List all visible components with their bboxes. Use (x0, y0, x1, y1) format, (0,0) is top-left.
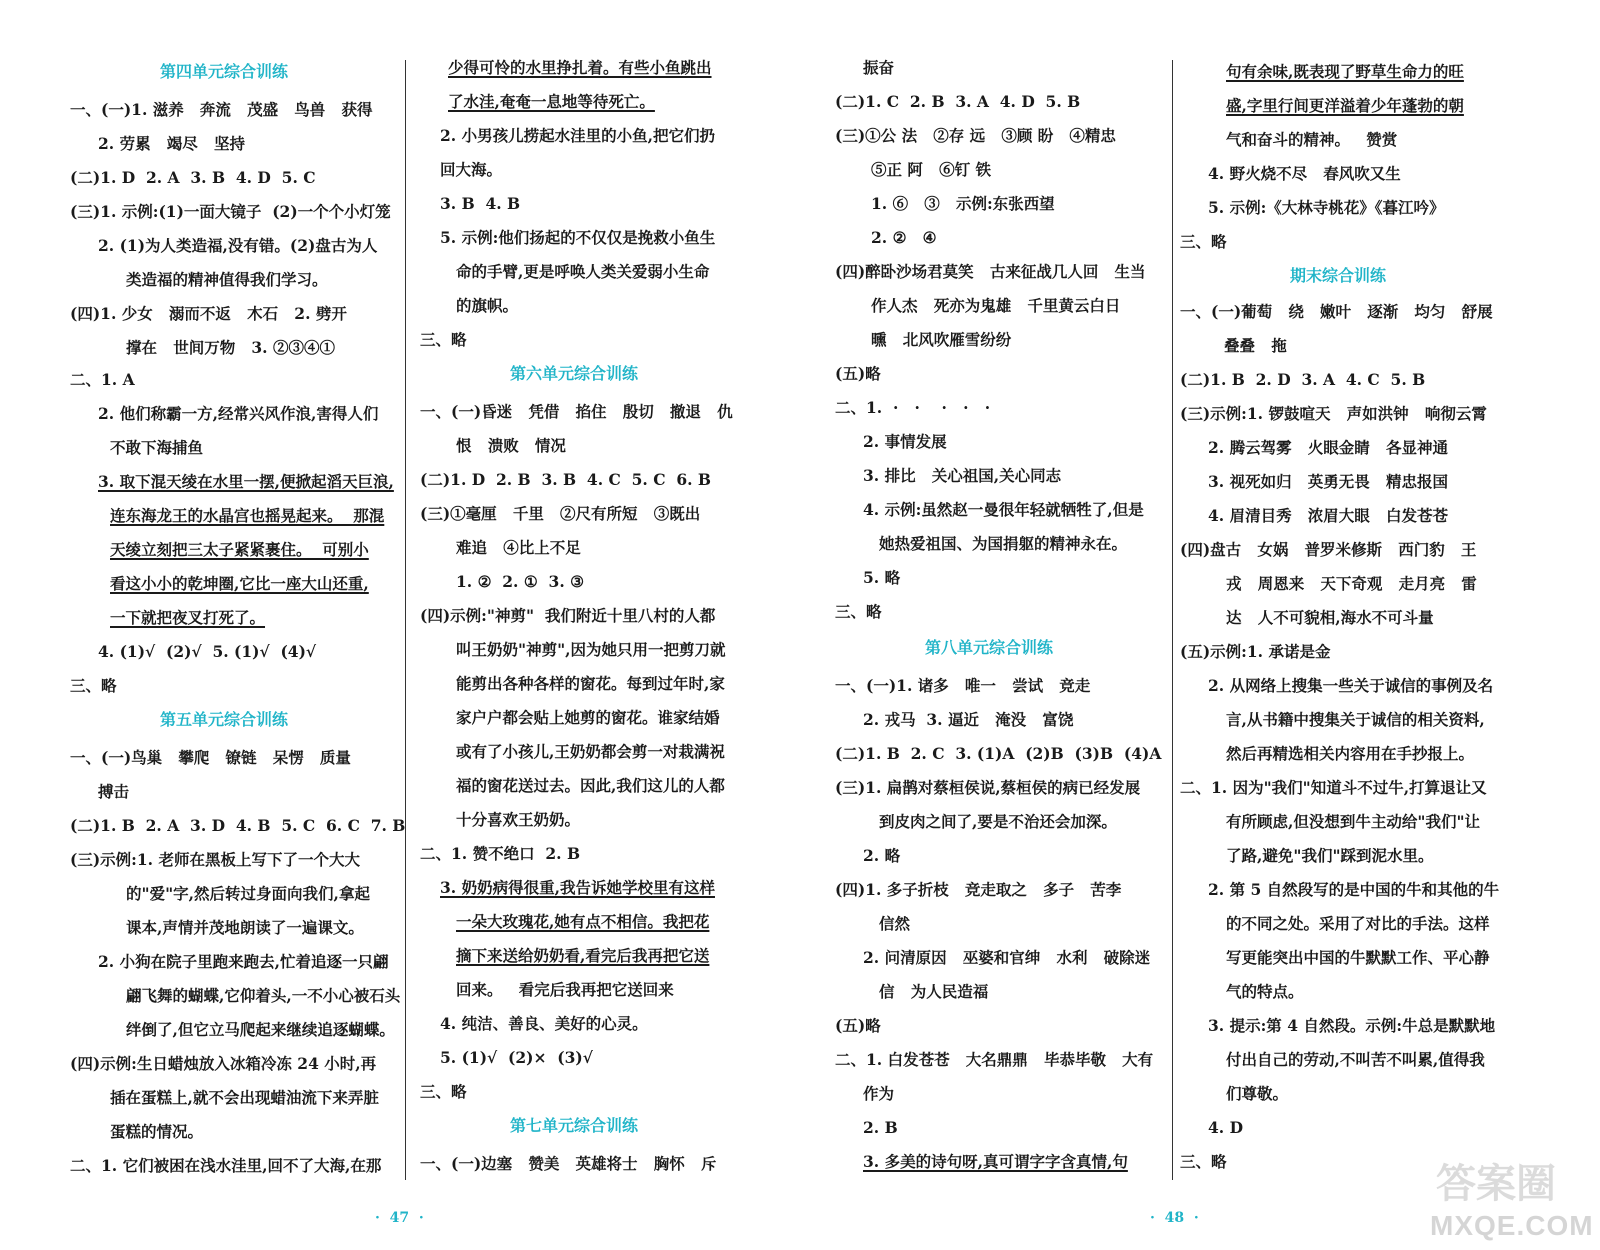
text-line: 3. 多美的诗句呀,真可谓字字含真情,句 (863, 1152, 1128, 1171)
watermark-top: 答案圈 (1436, 1162, 1556, 1206)
text-line: 叫王奶奶"神剪",因为她只用一把剪刀就 (456, 640, 726, 659)
text-line: 命的手臂,更是呼唤人类关爱弱小生命 (456, 262, 710, 281)
text-line: 5. 略 (863, 568, 901, 587)
text-line: (三)①毫厘 千里 ②尺有所短 ③既出 (420, 504, 701, 523)
text-line: 摘下来送给奶奶看,看完后我再把它送 (456, 946, 710, 965)
text-line: 不敢下海捕鱼 (110, 438, 204, 457)
text-line: 2. 戎马 3. 逼近 淹没 富饶 (863, 710, 1074, 729)
text-line: 三、略 (420, 330, 467, 349)
text-line: 一、(一)葡萄 绕 嫩叶 逐渐 均匀 舒展 (1180, 302, 1493, 321)
text-line: 达 人不可貌相,海水不可斗量 (1226, 608, 1434, 627)
text-line: 5. (1)√ (2)× (3)√ (440, 1048, 593, 1067)
text-line: 4. 野火烧不尽 春风吹又生 (1208, 164, 1401, 183)
text-line: 难追 ④比上不足 (456, 538, 581, 557)
text-line: 3. B 4. B (440, 194, 521, 213)
text-line: (三)①公 法 ②存 远 ③顾 盼 ④精忠 (835, 126, 1116, 145)
text-line: 搏击 (98, 782, 130, 801)
text-line: (三)1. 示例:(1)一面大镜子 (2)一个个小灯笼 (70, 202, 391, 221)
text-line: 二、1. A (70, 370, 135, 389)
text-line: 叠叠 拖 (1224, 336, 1287, 355)
unit6-title: 第六单元综合训练 (510, 364, 639, 383)
text-line: 的"爱"字,然后转过身面向我们,拿起 (126, 884, 370, 903)
text-line: (四)示例:生日蜡烛放入冰箱冷冻 24 小时,再 (70, 1054, 377, 1073)
text-line: 气的特点。 (1226, 982, 1304, 1001)
text-line: 2. 他们称霸一方,经常兴风作浪,害得人们 (98, 404, 379, 423)
text-line: 二、1. 因为"我们"知道斗不过牛,打算退让又 (1180, 778, 1487, 797)
text-line: 1. ② 2. ① 3. ③ (456, 572, 585, 591)
text-line: 2. 从网络上搜集一些关于诚信的事例及名 (1208, 676, 1494, 695)
text-line: 的不同之处。采用了对比的手法。这样 (1226, 914, 1490, 933)
text-line: 写更能突出中国的牛默默工作、平心静 (1226, 948, 1490, 967)
text-line: (二)1. D 2. B 3. B 4. C 5. C 6. B (420, 470, 712, 489)
text-line: 2. 第 5 自然段写的是中国的牛和其他的牛 (1208, 880, 1500, 899)
text-line: 的旗帜。 (456, 296, 519, 315)
text-line: 3. 视死如归 英勇无畏 精忠报国 (1208, 472, 1448, 491)
text-line: (三)示例:1. 锣鼓喧天 声如洪钟 响彻云霄 (1180, 404, 1487, 423)
text-line: 4. (1)√ (2)√ 5. (1)√ (4)√ (98, 642, 317, 661)
text-line: 插在蛋糕上,就不会出现蜡油流下来弄脏 (110, 1088, 379, 1107)
text-line: 回大海。 (440, 160, 503, 179)
text-line: 5. 示例:《大林寺桃花》《暮江吟》 (1208, 198, 1445, 217)
text-line: 二、1. 赞不绝口 2. B (420, 844, 581, 863)
text-line: 2. (1)为人类造福,没有错。(2)盘古为人 (98, 236, 378, 255)
text-line: 天绫立刻把三太子紧紧裹住。 可别小 (110, 540, 369, 559)
text-line: (四)盘古 女娲 普罗米修斯 西门豹 王 (1180, 540, 1477, 559)
text-line: 到皮肉之间了,要是不治还会加深。 (879, 812, 1117, 831)
text-line: (四)示例:"神剪" 我们附近十里八村的人都 (420, 606, 716, 625)
text-line: 三、略 (1180, 232, 1227, 251)
text-line: (五)略 (835, 1016, 881, 1035)
text-line: 或有了小孩儿,王奶奶都会剪一对栽满祝 (456, 742, 725, 761)
column-divider (1172, 60, 1173, 1180)
text-line: 戎 周恩来 天下奇观 走月亮 雷 (1226, 574, 1477, 593)
text-line: 二、1. 白发苍苍 大名鼎鼎 毕恭毕敬 大有 (835, 1050, 1154, 1069)
text-line: (二)1. B 2. A 3. D 4. B 5. C 6. C 7. B (70, 816, 406, 835)
text-line: 3. 奶奶病得很重,我告诉她学校里有这样 (440, 878, 715, 897)
text-line: 有所顾虑,但没想到牛主动给"我们"让 (1226, 812, 1481, 831)
text-line: 2. ② ④ (871, 228, 937, 247)
text-line: (四)1. 多子折枝 竞走取之 多子 苦李 (835, 880, 1122, 899)
text-line: 4. D (1208, 1118, 1244, 1137)
text-line: 二、1. · · · · · (835, 398, 991, 417)
text-line: 看这小小的乾坤圈,它比一座大山还重, (110, 574, 369, 593)
text-line: 课本,声情并茂地朗读了一遍课文。 (126, 918, 364, 937)
final-title: 期末综合训练 (1290, 266, 1387, 285)
text-line: 2. 腾云驾雾 火眼金睛 各显神通 (1208, 438, 1448, 457)
text-line: (五)略 (835, 364, 881, 383)
text-line: 一下就把夜叉打死了。 (110, 608, 266, 627)
text-line: 2. 小男孩儿捞起水洼里的小鱼,把它们扔 (440, 126, 715, 145)
text-line: (三)示例:1. 老师在黑板上写下了一个大大 (70, 850, 360, 869)
text-line: (四)醉卧沙场君莫笑 古来征战几人回 生当 (835, 262, 1146, 281)
text-line: 2. 劳累 竭尽 坚持 (98, 134, 245, 153)
text-line: 三、略 (70, 676, 117, 695)
text-line: 三、略 (420, 1082, 467, 1101)
text-line: 连东海龙王的水晶宫也摇晃起来。 那混 (110, 506, 385, 525)
text-line: 言,从书籍中搜集关于诚信的相关资料, (1226, 710, 1485, 729)
text-line: 作人杰 死亦为鬼雄 千里黄云白日 (871, 296, 1121, 315)
text-line: 2. 小狗在院子里跑来跑去,忙着追逐一只翩 (98, 952, 389, 971)
text-line: 2. 问清原因 巫婆和官绅 水利 破除迷 (863, 948, 1151, 967)
text-line: 一、(一)昏迷 凭借 掐住 殷切 撤退 仇 (420, 402, 733, 421)
text-line: (四)1. 少女 溺而不返 木石 2. 劈开 (70, 304, 347, 323)
text-line: (五)示例:1. 承诺是金 (1180, 642, 1331, 661)
text-line: 一、(一)1. 滋养 奔流 茂盛 鸟兽 获得 (70, 100, 373, 119)
unit5-title: 第五单元综合训练 (160, 710, 289, 729)
text-line: 蛋糕的情况。 (110, 1122, 204, 1141)
text-line: 3. 提示:第 4 自然段。示例:牛总是默默地 (1208, 1016, 1496, 1035)
text-line: 3. 排比 关心祖国,关心同志 (863, 466, 1062, 485)
watermark-logo (1430, 1152, 1594, 1242)
text-line: 撑在 世间万物 3. ②③④① (126, 338, 335, 357)
text-line: 2. 事情发展 (863, 432, 947, 451)
text-line: 然后再精选相关内容用在手抄报上。 (1226, 744, 1475, 763)
text-line: 曛 北风吹雁雪纷纷 (871, 330, 1012, 349)
text-line: 5. 示例:他们扬起的不仅仅是挽救小鱼生 (440, 228, 716, 247)
unit7-title: 第七单元综合训练 (510, 1116, 639, 1135)
text-line: 们尊敬。 (1226, 1084, 1289, 1103)
text-line: 十分喜欢王奶奶。 (456, 810, 581, 829)
text-line: (二)1. B 2. D 3. A 4. C 5. B (1180, 370, 1426, 389)
text-line: 能剪出各种各样的窗花。每到过年时,家 (456, 674, 725, 693)
text-line: 2. B (863, 1118, 898, 1137)
text-line: 福的窗花送过去。因此,我们这儿的人都 (456, 776, 725, 795)
text-line: 气和奋斗的精神。 赞赏 (1226, 130, 1398, 149)
text-line: 信 为人民造福 (879, 982, 989, 1001)
text-line: 句有余味,既表现了野草生命力的旺 (1226, 62, 1464, 81)
page-number-right: · 48 · (1150, 1210, 1199, 1226)
text-line: 4. 眉清目秀 浓眉大眼 白发苍苍 (1208, 506, 1448, 525)
text-line: 1. ⑥ ③ 示例:东张西望 (871, 194, 1055, 213)
text-line: 翩飞舞的蝴蝶,它仰着头,一不小心被石头 (126, 986, 401, 1005)
text-line: 一、(一)鸟巢 攀爬 镣链 呆愣 质量 (70, 748, 351, 767)
text-line: 4. 示例:虽然赵一曼很年轻就牺牲了,但是 (863, 500, 1144, 519)
watermark-text: MXQE.COM (1430, 1210, 1594, 1241)
text-line: (二)1. B 2. C 3. (1)A (2)B (3)B (4)A (835, 744, 1162, 763)
text-line: 付出自己的劳动,不叫苦不叫累,值得我 (1226, 1050, 1485, 1069)
text-line: 4. 纯洁、善良、美好的心灵。 (440, 1014, 648, 1033)
unit4-title: 第四单元综合训练 (160, 62, 289, 81)
text-line: 一、(一)1. 诸多 唯一 尝试 竞走 (835, 676, 1091, 695)
text-line: 一朵大玫瑰花,她有点不相信。我把花 (456, 912, 710, 931)
text-line: 盛,字里行间更洋溢着少年蓬勃的朝 (1226, 96, 1464, 115)
text-line: 振奋 (863, 58, 895, 77)
text-line: 三、略 (835, 602, 882, 621)
text-line: 家户户都会贴上她剪的窗花。谁家结婚 (456, 708, 720, 727)
text-line: ⑤正 阿 ⑥钉 铁 (871, 160, 991, 179)
text-line: 恨 溃败 情况 (456, 436, 566, 455)
text-line: 一、(一)边塞 赞美 英雄将士 胸怀 斥 (420, 1154, 717, 1173)
unit8-title: 第八单元综合训练 (925, 638, 1054, 657)
text-line: 类造福的精神值得我们学习。 (126, 270, 328, 289)
text-line: 三、略 (1180, 1152, 1227, 1171)
text-line: (二)1. C 2. B 3. A 4. D 5. B (835, 92, 1081, 111)
text-line: 二、1. 它们被困在浅水洼里,回不了大海,在那 (70, 1156, 382, 1175)
text-line: 2. 略 (863, 846, 901, 865)
text-line: 少得可怜的水里挣扎着。有些小鱼跳出 (448, 58, 712, 77)
text-line: 绊倒了,但它立马爬起来继续追逐蝴蝶。 (126, 1020, 395, 1039)
text-line: 了水洼,奄奄一息地等待死亡。 (448, 92, 655, 111)
text-line: 3. 取下混天绫在水里一摆,便掀起滔天巨浪, (98, 472, 394, 491)
text-line: 了路,避免"我们"踩到泥水里。 (1226, 846, 1434, 865)
text-line: 回来。 看完后我再把它送回来 (456, 980, 674, 999)
page-number-left: · 47 · (375, 1210, 424, 1226)
text-line: 作为 (863, 1084, 895, 1103)
column-divider (405, 60, 406, 1180)
text-line: 信然 (879, 914, 911, 933)
text-line: 她热爱祖国、为国捐躯的精神永在。 (879, 534, 1128, 553)
text-line: (二)1. D 2. A 3. B 4. D 5. C (70, 168, 316, 187)
text-line: (三)1. 扁鹊对蔡桓侯说,蔡桓侯的病已经发展 (835, 778, 1141, 797)
